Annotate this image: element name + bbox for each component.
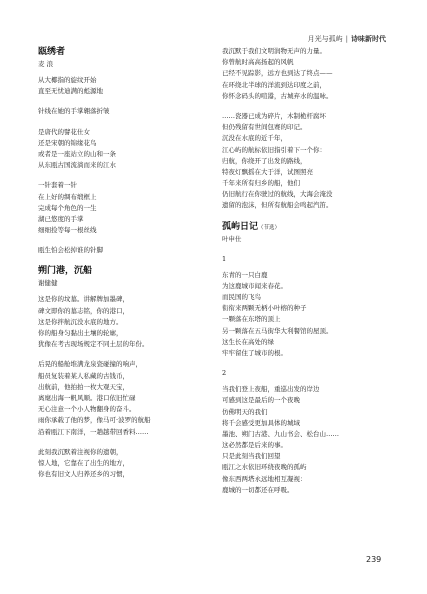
poem-line: 这必然都是后来的事。	[222, 441, 287, 450]
poem-author: 叶申仕	[222, 234, 242, 243]
stanza-break	[38, 118, 208, 127]
poem-line: 另一颗落在五马街华大利餐馆的屋顶。	[222, 326, 333, 335]
poem-line: 这生长在高处的绿	[222, 337, 274, 346]
poem-line: 瓯江之水依旧环绕夜晚的孤屿	[222, 463, 307, 472]
header-section-title: 诗味新时代	[351, 35, 386, 43]
poem-line: 只是此刻当我们回望	[222, 452, 281, 461]
poem-title-note: （节选）	[258, 224, 281, 231]
poem-line: 墨池、朔门古港、九山书会、松台山……	[222, 429, 339, 438]
poem-line: 惊人地，它靠在了出生的地方，	[38, 458, 129, 467]
poem-line: 一针套着一针	[38, 181, 77, 190]
poem-line: 完成每个角色的一生	[38, 203, 97, 212]
poem-line: 你曾航时高高扬起的风帆	[222, 58, 294, 67]
section-number: 1	[222, 254, 227, 263]
poem-author: 麦 浪	[38, 60, 54, 68]
poem-line: 千年来所有归乡的船，他们	[222, 179, 300, 188]
stanza-break	[38, 171, 208, 180]
poem-line: 可感到这是最后的一个夜晚	[222, 396, 300, 405]
poem-line: 此刻我沉默着注视你的遗朝，	[38, 447, 123, 456]
poem-body	[38, 294, 208, 480]
header-separator: |	[345, 35, 348, 43]
poem-line: 针线在她的手掌翱落折皱	[38, 107, 110, 116]
poem-line: 而民国的飞鸟	[222, 293, 261, 301]
poem-line: 犹像在考古现场规定不同土层的年份。	[38, 340, 149, 349]
poem-line: 你也有旧文人归养还乡的习惯，	[38, 470, 129, 479]
poem-line: 瓯生怕会松掉谁的针脚	[38, 246, 103, 255]
poem-line: 沿着瓯江下南洋，一趟越带回香料……	[38, 427, 149, 436]
poem-line: 遗留的泡沫，但所有航船会鸣起汽笛。	[222, 201, 333, 210]
poem-line: 雨你承载了他的梦，像马可·波罗的航船	[38, 416, 151, 425]
poem-line: 还是宋朝的锦缘花鸟	[38, 138, 97, 147]
poem-line: 将千会感受更加具体的城域	[222, 418, 300, 427]
poem-body	[38, 75, 208, 256]
poem-line: 这是你拌航沉没水底的地方。	[38, 317, 123, 326]
stanza-break	[38, 438, 208, 447]
poem-line: 牢牢留住了城市的根。	[222, 348, 287, 357]
poem-line: 你的船身匀黏出土壤的轮廓，	[38, 329, 123, 337]
poem-line: 我沉默于我们文明润物无声的力量。	[222, 47, 326, 55]
poem-line: 为这鹿城市闻来春花。	[222, 281, 287, 290]
poem-line: 江心屿的航标依旧指引着下一个你：	[222, 145, 326, 154]
poem-line: 后晃的船舱堆满龙泉瓷碰撞的响声，	[38, 360, 142, 369]
poem-title-text: 孤屿日记	[222, 221, 259, 232]
poem-line: 归航，你绕开了出发的路线，	[222, 156, 307, 165]
poem-line: 在环绕北半球的洋流到达印度之前，	[222, 80, 326, 89]
poem-line: 细细捡等每一根丝线	[38, 226, 97, 235]
poem-line: 无心注意一个小人物翻身的奋斗。	[38, 405, 136, 414]
running-header	[0, 34, 386, 44]
poem-line: 船员复装着某人私藏的古钱币，	[38, 371, 129, 380]
poem-body	[222, 254, 392, 496]
poem-line: 在上好的绸布缎框上	[38, 192, 97, 201]
poem-line: ……瓷器已成为碎片，木制桅杆腐坏	[222, 111, 326, 120]
poem-title: 瓯绣者	[38, 47, 66, 57]
poem-line: 像东西两塔永远地相互凝视：	[222, 474, 307, 483]
poem-line: 特夜灯飘摇在大于洋，试图照亮	[222, 167, 313, 176]
poem-title: 朔门港，沉船	[38, 266, 93, 277]
stanza-break	[38, 236, 208, 245]
poem-line: 碑文即你的墓志铭，你的港口，	[38, 306, 129, 315]
page-number: 239	[366, 555, 382, 564]
poem-line: 东青的一只白鹿	[222, 270, 268, 279]
section-number: 2	[222, 369, 227, 378]
poem-line: 仿佛明天的我们	[222, 407, 268, 416]
stanza-break	[38, 97, 208, 106]
poem-title	[222, 221, 392, 234]
stanza-break	[38, 350, 208, 359]
poem-line: 一颗落在东塔的顶上	[222, 315, 281, 324]
poem-line: 已经不见踪影，远方也到达了终点——	[222, 69, 333, 78]
poem-line: 沉没在水底的近千年，	[222, 134, 287, 143]
poem-author: 谢健健	[38, 279, 58, 288]
poem-line: 或者是一座站立的山和一条	[38, 149, 116, 158]
poem-body	[222, 46, 392, 212]
stanza-break	[222, 359, 392, 368]
poem-line: 这是你的坟墓。讲解牌加墨碑，	[38, 295, 129, 304]
poem-line: 衔衔来两颗无柄小叶榕的种子	[222, 304, 307, 313]
header-book-title: 月光与孤屿	[307, 35, 343, 43]
poem-line: 离麾出海一帆风顺。港口依旧忙碌	[38, 393, 136, 402]
poem-line: 是唐代的譬花仕女	[38, 127, 90, 136]
poem-line: 鹿城的一切都还在呼吸。	[222, 485, 294, 494]
poem-line: 当我们登上夜船，重巡出发的岸边	[222, 385, 320, 394]
poem-line: 但仍残留有世间包赛的印记。	[222, 123, 307, 132]
poem-line: 从东瓯古国流淌而来的江水	[38, 161, 116, 170]
poem-line: 从大椰指的旋纹开始	[38, 76, 97, 84]
right-column	[222, 46, 392, 496]
poem-line: 湖已悠度的手掌	[38, 214, 84, 223]
poem-line: 出航前，他拍拍一枚大观天宝，	[38, 382, 129, 391]
poem-line: 你怀念码头的喧嚣，古城弃水的温咏。	[222, 91, 333, 100]
poem-line: 仍旧航行在你驶过的航线，大海会淹没	[222, 190, 333, 199]
poem-line: 直至无忧迪满的彪源地	[38, 87, 103, 96]
left-column	[38, 46, 208, 480]
stanza-break	[222, 102, 392, 111]
